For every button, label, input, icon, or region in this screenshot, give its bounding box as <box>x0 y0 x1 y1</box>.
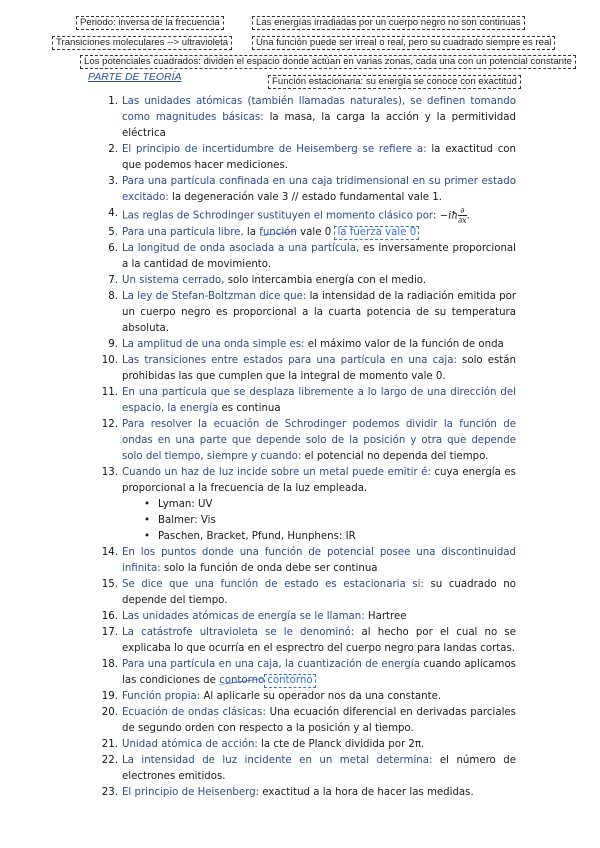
list-item: 3. Para una partícula confinada en una caja tridimensional en su primer estado excitado: la degeneración vale 3 // estado fundamental vale 1. <box>108 176 516 203</box>
list-item: 2. El principio de incertidumbre de Heisemberg se refiere a: la exactitud con que podemos hacer mediciones. <box>108 144 516 171</box>
answer-text: la degeneración vale 3 // estado fundamental vale 1. <box>168 192 442 203</box>
question-text: En una partícula que se desplaza libremente a lo largo de una dirección del espacio, la energía <box>122 387 516 414</box>
question-text: Para una partícula libre, <box>122 227 244 238</box>
question-text: El principio de Heisenberg: <box>122 787 260 798</box>
list-item: 13. Cuando un haz de luz incide sobre un metal puede emitir é: cuya energía es proporcional a la frecuencia de la luz empleada. • Lyman: UV • Balmer: Vis • Paschen, Bracket, Pfund, Hunphens: IR <box>122 465 516 545</box>
list-item: 23. El principio de Heisenberg: exactitud a la hora de hacer las medidas. <box>101 787 474 798</box>
question-text: La longitud de onda asociada a una partícula, <box>122 243 360 254</box>
sticky-note[interactable]: Los potenciales cuadrados: dividen el espacio donde actúan en varias zonas, cada una con un potencial constante <box>80 55 576 69</box>
question-text: Para una partícula en una caja, la cuantización de energía <box>122 659 420 670</box>
struck-text: función <box>259 227 297 238</box>
question-text: En los puntos donde una función de potencial posee una discontinuidad infinita: <box>122 547 516 574</box>
question-text: Para una partícula confinada en una caja tridimensional en su primer estado excitado: <box>122 176 516 203</box>
answer-text: Hartree <box>364 611 407 622</box>
list-item: 15. Se dice que una función de estado es estacionaria si: su cuadrado no depende del tiempo. <box>101 579 516 606</box>
question-text: Para resolver la ecuación de Schrodinger podemos dividir la función de ondas en una parte que depende solo de la posición y otra que depende solo del tiempo, siempre y cuando: <box>122 419 516 462</box>
list-item: 18. Para una partícula en una caja, la cuantización de energía cuando aplicamos las condiciones de contorno contorno <box>101 659 516 686</box>
question-text: Cuando un haz de luz incide sobre un metal puede emitir é: <box>122 467 431 478</box>
answer-text: Una ecuación diferencial en derivadas parciales de segundo orden con respecto a la posición y al tiempo. <box>122 707 516 734</box>
list-item: 4. Las reglas de Schrodinger sustituyen el momento clásico por: −iħ $\frac{\partial}{\partial x}$ . <box>108 206 470 225</box>
struck-text: contorno <box>219 675 265 686</box>
answer-text: la exactitud con que podemos hacer mediciones. <box>122 144 516 171</box>
theory-list <box>101 94 517 801</box>
answer-text: solo están prohibidas las que cumplen que la integral de momento vale 0. <box>122 355 516 382</box>
answer-text: la masa, la carga la acción y la permitividad eléctrica <box>122 112 516 139</box>
spectral-series-list <box>122 497 516 545</box>
question-text: Unidad atómica de acción: <box>122 739 258 750</box>
answer-text: solo intercambia energía con el medio. <box>224 275 427 286</box>
question-text: El principio de incertidumbre de Heisemberg se refiere a: <box>122 144 427 155</box>
question-text: Las unidades atómicas (también llamadas naturales), se definen tomando como magnitudes básicas: <box>122 96 516 123</box>
list-item: 10. Las transiciones entre estados para una partícula en una caja: solo están prohibidas las que cumplen que la integral de momento vale 0. <box>101 355 516 382</box>
list-item: 20. Ecuación de ondas clásicas: Una ecuación diferencial en derivadas parciales de segundo orden con respecto a la posición y al tiempo. <box>101 707 516 734</box>
list-item: 19. Función propia: Al aplicarle su operador nos da una constante. <box>101 691 442 702</box>
sticky-note[interactable]: Función estacionaria: su energía se conoce con exactitud <box>268 75 521 89</box>
question-text: Ecuación de ondas clásicas: <box>122 707 266 718</box>
answer-text: la cte de Planck dividida por 2π. <box>257 739 425 750</box>
answer-text: cuya energía es proporcional a la frecuencia de la luz empleada. <box>122 467 516 494</box>
answer-text: solo la función de onda debe ser continua <box>160 563 378 574</box>
sticky-note[interactable]: Las energías irradiadas por un cuerpo negro no son continuas <box>252 16 525 30</box>
answer-text: el potencial no dependa del tiempo. <box>301 451 489 462</box>
question-text: Las reglas de Schrodinger sustituyen el momento clásico por: <box>122 210 437 222</box>
question-text: Función propia: <box>122 691 201 702</box>
list-item: 5. Para una partícula libre, la función vale 0 la fuerza vale 0 <box>122 225 516 241</box>
answer-text: es continua <box>218 403 281 414</box>
sticky-note[interactable]: Periodo: inversa de la frecuencia <box>76 16 224 30</box>
list-item: 8. La ley de Stefan-Boltzman dice que: la intensidad de la radiación emitida por un cuerpo negro es proporcional a la cuarta potencia de su temperatura absoluta. <box>108 291 517 334</box>
list-item: 12. Para resolver la ecuación de Schrodinger podemos dividir la función de ondas en una parte que depende solo de la posición y otra que depende solo del tiempo, siempre y cuando: el potencial no dependa del tiempo. <box>101 419 516 462</box>
list-item: 11. En una partícula que se desplaza libremente a lo largo de una dirección del espacio, la energía es continua <box>101 387 516 414</box>
answer-text: su cuadrado no depende del tiempo. <box>122 579 516 606</box>
question-text: La intensidad de luz incidente en un metal determina: <box>122 755 433 766</box>
list-item: 1. Las unidades atómicas (también llamadas naturales), se definen tomando como magnitudes básicas: la masa, la carga la acción y la permitividad eléctrica <box>108 96 516 139</box>
sub-item: • Paschen, Bracket, Pfund, Hunphens: IR <box>158 529 516 545</box>
sticky-note[interactable]: Transiciones moleculares --> ultravioleta <box>52 36 232 50</box>
answer-text: exactitud a la hora de hacer las medidas. <box>259 787 474 798</box>
answer-text: es inversamente proporcional a la cantidad de movimiento. <box>122 243 516 270</box>
section-title: PARTE DE TEORÍA <box>88 71 182 83</box>
list-item: 9. La amplitud de una onda simple es: el máximo valor de la función de onda <box>108 339 504 350</box>
answer-text: al hecho por el cual no se explicaba lo que ocurría en el esprectro del cuerpo negro para landas cortas. <box>122 627 516 654</box>
list-item: 6. La longitud de onda asociada a una partícula, es inversamente proporcional a la cantidad de movimiento. <box>108 243 516 270</box>
answer-text: el máximo valor de la función de onda <box>304 339 504 350</box>
question-text: La amplitud de una onda simple es: <box>122 339 305 350</box>
inserted-correction[interactable]: la fuerza vale 0 <box>334 226 419 240</box>
list-item: 17. La catástrofe ultravioleta se le denominó: al hecho por el cual no se explicaba lo que ocurría en el esprectro del cuerpo negro para landas cortas. <box>101 627 516 654</box>
inserted-correction[interactable]: contorno <box>264 674 315 688</box>
list-item: 22. La intensidad de luz incidente en un metal determina: el número de electrones emitidos. <box>101 755 516 782</box>
answer-text: el número de electrones emitidos. <box>122 755 516 782</box>
list-item: 21. Unidad atómica de acción: la cte de Planck dividida por 2π. <box>101 739 425 750</box>
answer-text: la intensidad de la radiación emitida por un cuerpo negro es proporcional a la cuarta potencia de su temperatura absoluta. <box>122 291 517 334</box>
math-expression: −iħ <box>439 210 458 222</box>
question-text: La catástrofe ultravioleta se le denominó: <box>122 627 355 638</box>
list-item: 16. Las unidades atómicas de energía se le llaman: Hartree <box>101 611 407 622</box>
list-item: 14. En los puntos donde una función de potencial posee una discontinuidad infinita: solo la función de onda debe ser continua <box>101 547 516 574</box>
question-text: Las transiciones entre estados para una partícula en una caja: <box>122 355 457 366</box>
sub-item: • Balmer: Vis <box>158 513 516 529</box>
question-text: Se dice que una función de estado es estacionaria si: <box>122 579 424 590</box>
sub-item: • Lyman: UV <box>158 497 516 513</box>
question-text: Las unidades atómicas de energía se le llaman: <box>122 611 365 622</box>
question-text: Un sistema cerrado, <box>122 275 225 286</box>
answer-text: Al aplicarle su operador nos da una constante. <box>200 691 442 702</box>
sticky-note[interactable]: Una función puede ser irreal o real, pero su cuadrado siempre es real <box>252 36 555 50</box>
list-item: 7. Un sistema cerrado, solo intercambia energía con el medio. <box>108 275 427 286</box>
question-text: La ley de Stefan-Boltzman dice que: <box>122 291 307 302</box>
partial-derivative: $\frac{\partial}{\partial x}$ <box>457 206 467 225</box>
